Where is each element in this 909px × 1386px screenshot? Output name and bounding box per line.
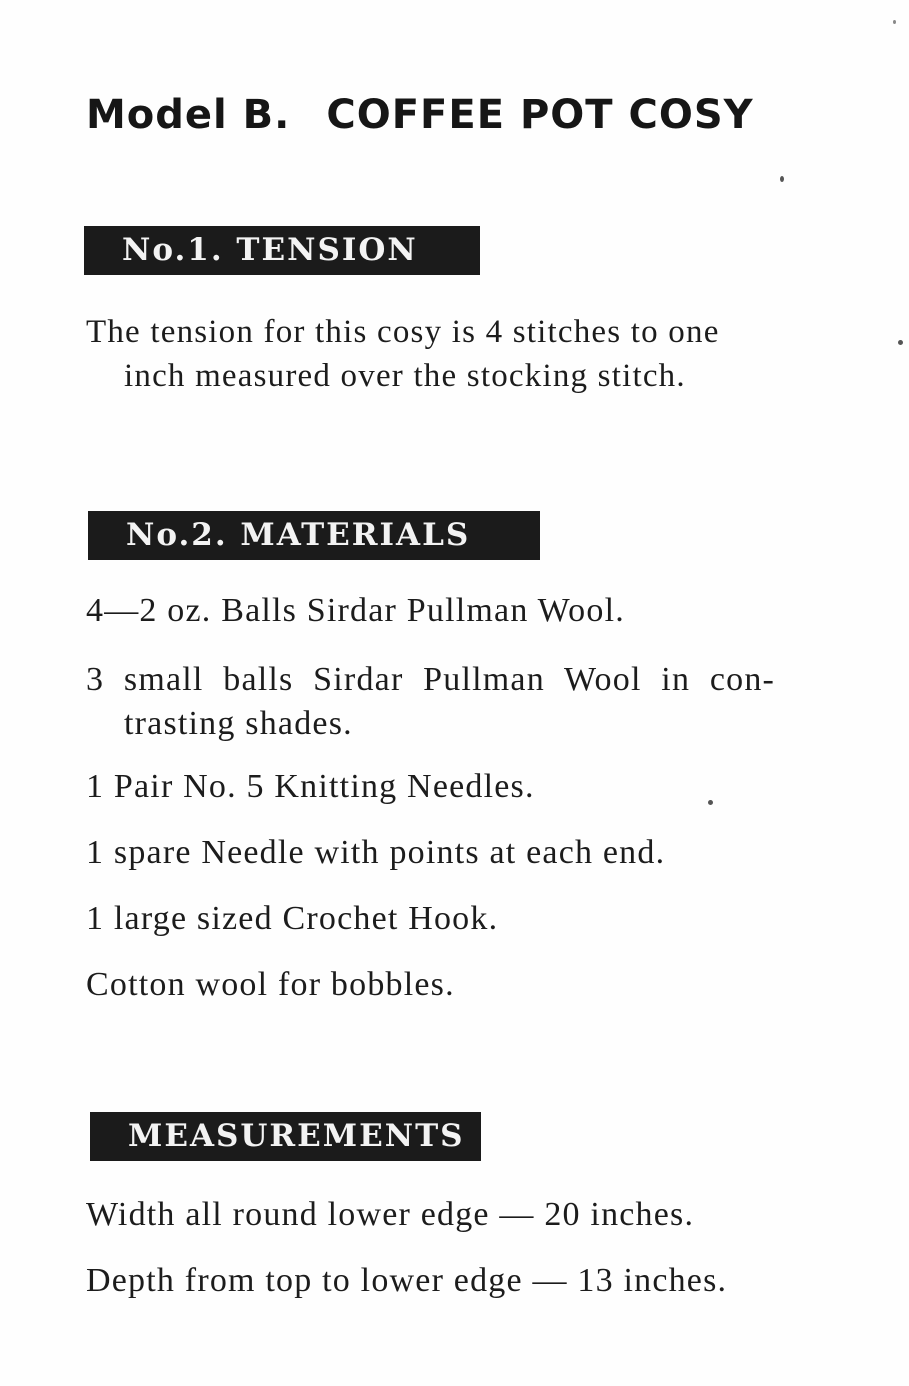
contrast-wool-line-2: trasting shades.	[124, 705, 353, 742]
tension-heading: No.1. TENSION	[84, 226, 480, 275]
materials-item-contrast-wool	[86, 660, 775, 744]
measurement-depth: Depth from top to lower edge — 13 inches.	[86, 1262, 728, 1299]
materials-item-spare-needle: 1 spare Needle with points at each end.	[86, 834, 666, 871]
paper-speck	[708, 800, 713, 805]
paper-speck	[780, 176, 784, 182]
paper-speck	[898, 340, 903, 345]
pattern-name: COFFEE POT COSY	[326, 92, 754, 138]
measurements-heading: MEASUREMENTS	[90, 1112, 481, 1161]
paper-speck	[893, 20, 896, 24]
materials-heading: No.2. MATERIALS	[88, 511, 540, 560]
measurement-width: Width all round lower edge — 20 inches.	[86, 1196, 695, 1233]
contrast-wool-line-1: 3 small balls Sirdar Pullman Wool in con-	[86, 661, 776, 698]
materials-item-crochet-hook: 1 large sized Crochet Hook.	[86, 900, 499, 937]
tension-line-2: inch measured over the stocking stitch.	[124, 358, 686, 394]
tension-line-1: The tension for this cosy is 4 stitches to one	[86, 314, 720, 350]
tension-paragraph	[86, 312, 720, 396]
model-label: Model B.	[86, 92, 291, 138]
materials-item-needles: 1 Pair No. 5 Knitting Needles.	[86, 768, 535, 805]
page-title	[86, 92, 754, 138]
materials-item-cotton-wool: Cotton wool for bobbles.	[86, 966, 455, 1003]
materials-item-wool: 4—2 oz. Balls Sirdar Pullman Wool.	[86, 592, 625, 629]
